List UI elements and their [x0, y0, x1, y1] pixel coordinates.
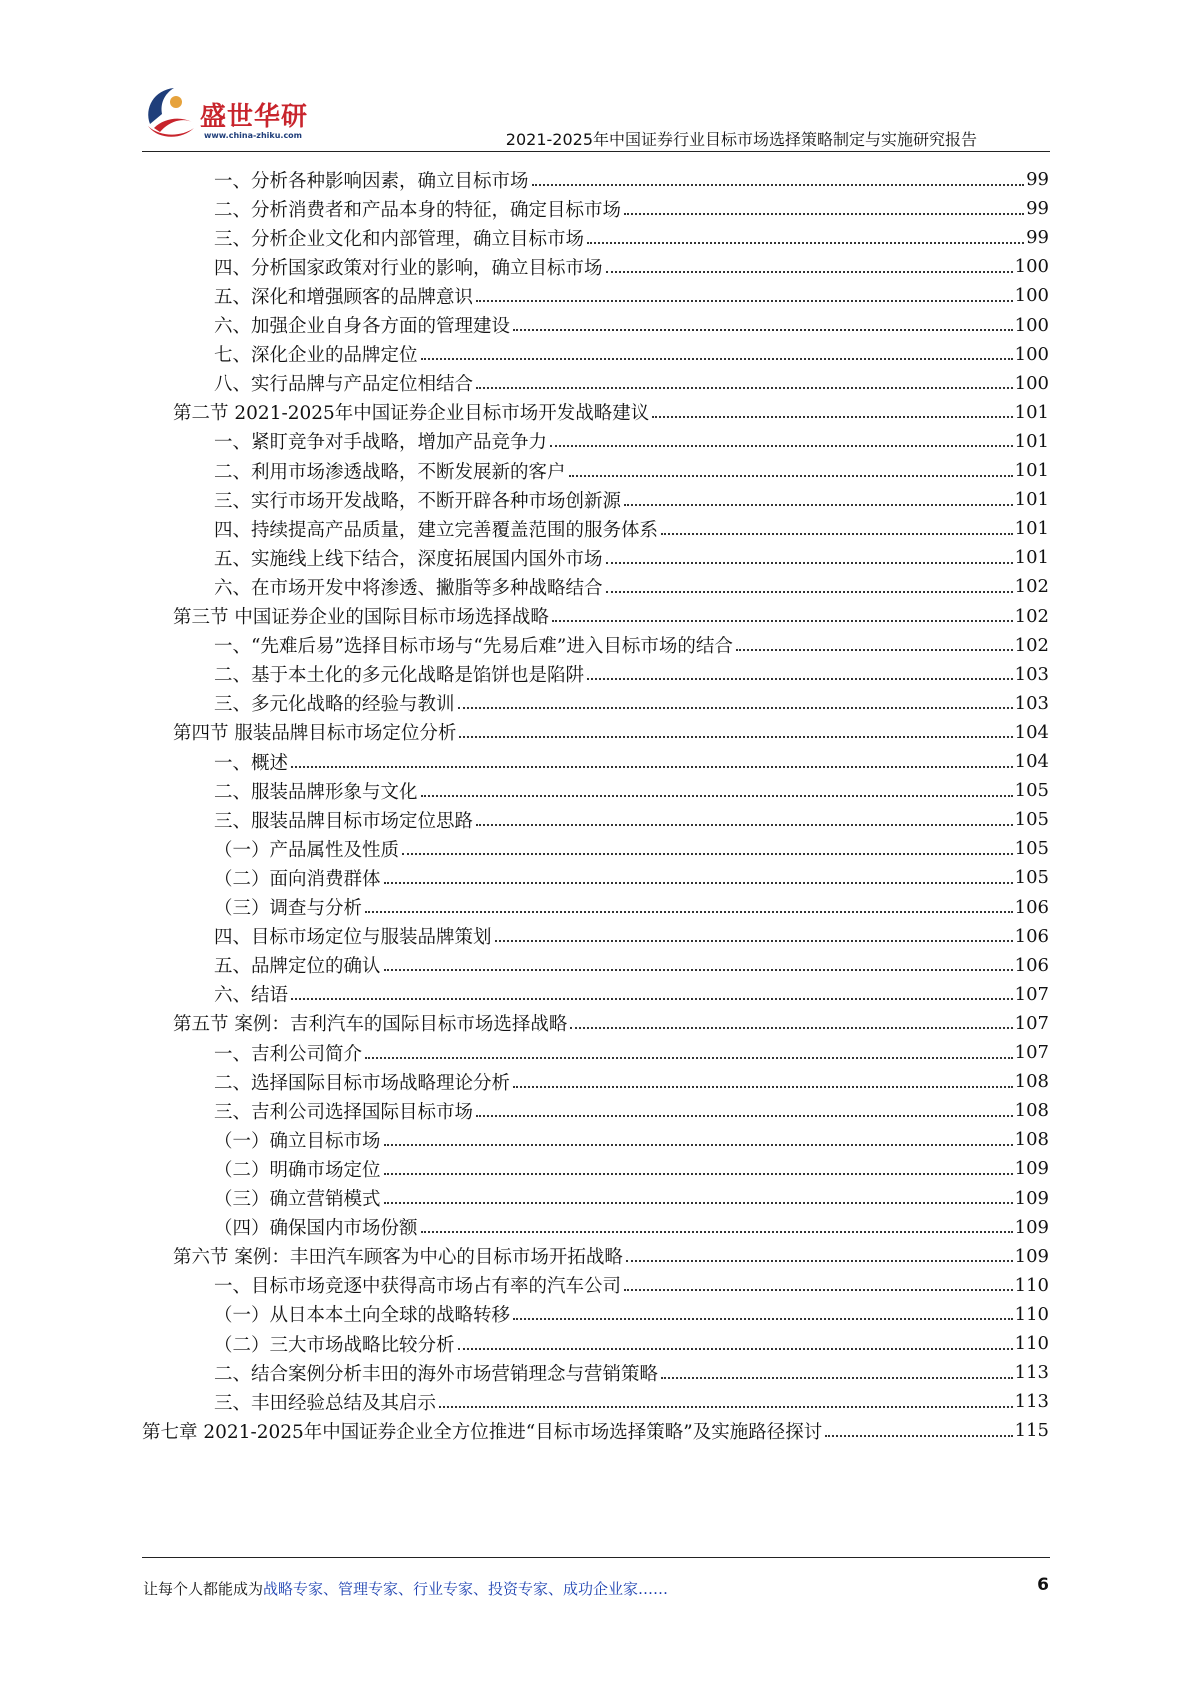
toc-entry-page: 100: [1014, 314, 1049, 336]
toc-entry[interactable]: [214, 368, 1049, 399]
toc-entry[interactable]: [214, 484, 1049, 515]
toc-dot-leader: [384, 1173, 1013, 1175]
toc-entry-title: 第六节 案例：丰田汽车顾客为中心的目标市场开拓战略: [173, 1247, 623, 1269]
toc-entry[interactable]: [214, 979, 1049, 1010]
toc-dot-leader: [402, 853, 1013, 855]
toc-entry-title: 五、品牌定位的确认: [214, 956, 381, 978]
toc-dot-leader: [513, 329, 1013, 331]
toc-dot-leader: [384, 1144, 1013, 1146]
toc-dot-leader: [626, 1260, 1013, 1262]
toc-entry-page: 99: [1026, 227, 1049, 249]
toc-entry-page: 113: [1014, 1362, 1049, 1384]
toc-entry-page: 106: [1014, 954, 1049, 976]
toc-entry[interactable]: [214, 862, 1049, 893]
toc-dot-leader: [495, 940, 1013, 942]
toc-entry-page: 113: [1014, 1391, 1049, 1413]
toc-entry-title: 六、在市场开发中将渗透、撇脂等多种战略结合: [214, 577, 603, 599]
toc-entry-title: 一、吉利公司简介: [214, 1043, 363, 1065]
toc-entry-page: 110: [1014, 1333, 1049, 1354]
toc-dot-leader: [476, 387, 1013, 389]
toc-dot-leader: [661, 1377, 1013, 1379]
toc-entry-title: 二、利用市场渗透战略，不断发展新的客户: [214, 461, 566, 483]
toc-dot-leader: [421, 1231, 1013, 1233]
toc-entry-title: 一、目标市场竞逐中获得高市场占有率的汽车公司: [214, 1276, 622, 1298]
toc-entry[interactable]: [214, 1270, 1049, 1301]
toc-entry-title: 八、实行品牌与产品定位相结合: [214, 374, 474, 396]
toc-dot-leader: [291, 998, 1013, 1000]
toc-dot-leader: [384, 1202, 1013, 1204]
toc-entry-title: 二、结合案例分析丰田的海外市场营销理念与营销策略: [214, 1363, 659, 1385]
toc-dot-leader: [606, 562, 1013, 564]
toc-entry-page: 107: [1014, 983, 1049, 1005]
toc-entry-page: 110: [1014, 1274, 1049, 1296]
toc-dot-leader: [587, 242, 1024, 244]
toc-entry-page: 101: [1014, 489, 1049, 511]
toc-entry-title: 五、深化和增强顾客的品牌意识: [214, 286, 474, 308]
toc-entry-title: （一）产品属性及性质: [214, 839, 400, 861]
footer-slogan-highlight: 战略专家、管理专家、行业专家、投资专家、成功企业家……: [263, 1580, 669, 1598]
toc-dot-leader: [606, 271, 1013, 273]
toc-entry[interactable]: [214, 950, 1049, 981]
toc-entry[interactable]: [214, 1299, 1049, 1330]
footer-slogan: [143, 1578, 668, 1599]
toc-entry[interactable]: [214, 222, 1049, 253]
toc-entry[interactable]: [214, 804, 1049, 835]
toc-entry-page: 105: [1014, 780, 1049, 802]
toc-entry-title: （一）从日本本土向全球的战略转移: [214, 1305, 511, 1327]
toc-dot-leader: [365, 911, 1013, 913]
toc-entry-title: 二、基于本土化的多元化战略是馅饼也是陷阱: [214, 665, 585, 687]
toc-entry-title: 一、概述: [214, 752, 289, 774]
toc-entry-page: 100: [1014, 372, 1049, 394]
toc-entry-title: （一）确立目标市场: [214, 1130, 381, 1152]
toc-entry[interactable]: [214, 339, 1049, 370]
toc-dot-leader: [736, 649, 1013, 651]
toc-entry-page: 101: [1014, 430, 1049, 452]
toc-entry-page: 101: [1014, 401, 1049, 423]
toc-entry-title: 三、吉利公司选择国际目标市场: [214, 1101, 474, 1123]
toc-dot-leader: [570, 1027, 1012, 1029]
toc-entry-title: 第四节 服装品牌目标市场定位分析: [173, 723, 457, 745]
toc-dot-leader: [384, 882, 1013, 884]
toc-entry-page: 106: [1014, 925, 1049, 947]
toc-entry-page: 105: [1014, 867, 1049, 889]
toc-dot-leader: [384, 969, 1013, 971]
toc-entry[interactable]: [173, 717, 1049, 748]
toc-dot-leader: [552, 620, 1013, 622]
toc-entry[interactable]: [214, 892, 1049, 923]
toc-entry-page: 110: [1014, 1303, 1049, 1325]
toc-entry[interactable]: [214, 1124, 1049, 1155]
toc-dot-leader: [458, 707, 1013, 709]
toc-entry-page: 105: [1014, 838, 1049, 860]
toc-dot-leader: [476, 1115, 1013, 1117]
toc-dot-leader: [624, 213, 1024, 215]
toc-entry-title: 第五节 案例：吉利汽车的国际目标市场选择战略: [173, 1014, 568, 1036]
toc-entry-title: 第七章 2021-2025年中国证券企业全方位推进“目标市场选择策略”及实施路径探讨: [142, 1421, 823, 1443]
toc-entry-title: （二）三大市场战略比较分析: [214, 1334, 455, 1356]
toc-dot-leader: [476, 824, 1013, 826]
toc-entry-page: 109: [1014, 1158, 1049, 1180]
toc-entry-page: 99: [1026, 198, 1049, 220]
toc-entry-page: 108: [1014, 1129, 1049, 1151]
toc-entry[interactable]: [214, 1386, 1049, 1417]
toc-entry[interactable]: [214, 193, 1049, 224]
toc-dot-leader: [513, 1086, 1013, 1088]
toc-entry[interactable]: [214, 688, 1049, 719]
toc-entry-title: 五、实施线上线下结合，深度拓展国内国外市场: [214, 548, 603, 570]
toc-entry-page: 100: [1014, 256, 1049, 278]
logo-url: www.china-zhiku.com: [204, 131, 303, 140]
toc-entry-page: 100: [1014, 343, 1049, 365]
toc-entry-title: 第三节 中国证券企业的国际目标市场选择战略: [173, 607, 549, 628]
toc-entry-page: 108: [1014, 1071, 1049, 1093]
toc-entry-page: 107: [1014, 1012, 1049, 1034]
toc-dot-leader: [550, 445, 1013, 447]
toc-entry-page: 101: [1014, 518, 1049, 540]
toc-entry-page: 109: [1014, 1187, 1049, 1209]
toc-dot-leader: [291, 766, 1013, 768]
toc-entry[interactable]: [214, 164, 1049, 195]
toc-entry-title: 二、服装品牌形象与文化: [214, 781, 418, 803]
toc-entry-title: 三、多元化战略的经验与教训: [214, 694, 455, 716]
toc-entry-title: 六、结语: [214, 985, 289, 1007]
toc-entry-title: 第二节 2021-2025年中国证券企业目标市场开发战略建议: [173, 403, 650, 425]
toc-entry[interactable]: [173, 397, 1049, 428]
toc-dot-leader: [365, 1057, 1013, 1059]
toc-entry[interactable]: [214, 571, 1049, 602]
toc-entry[interactable]: [173, 1241, 1049, 1272]
toc-entry[interactable]: [214, 630, 1049, 661]
toc-entry[interactable]: [214, 659, 1049, 690]
page-number: 6: [1037, 1575, 1049, 1595]
toc-entry-title: 三、实行市场开发战略，不断开辟各种市场创新源: [214, 490, 622, 512]
toc-entry[interactable]: [173, 1008, 1049, 1039]
company-logo: [140, 78, 310, 150]
toc-entry-title: （二）明确市场定位: [214, 1159, 381, 1181]
toc-dot-leader: [661, 533, 1013, 535]
toc-entry[interactable]: [214, 1066, 1049, 1097]
toc-entry-title: 一、紧盯竞争对手战略，增加产品竞争力: [214, 432, 548, 454]
toc-entry-title: 六、加强企业自身各方面的管理建设: [214, 316, 511, 337]
toc-entry-title: 四、目标市场定位与服装品牌策划: [214, 927, 492, 949]
toc-entry-title: 一、分析各种影响因素，确立目标市场: [214, 170, 529, 192]
toc-entry-title: 七、深化企业的品牌定位: [214, 345, 418, 367]
toc-entry-page: 103: [1014, 692, 1049, 714]
toc-entry[interactable]: [214, 426, 1049, 457]
toc-dot-leader: [513, 1318, 1013, 1320]
toc-entry-page: 109: [1014, 1245, 1049, 1267]
toc-entry-page: 99: [1026, 169, 1049, 190]
toc-entry[interactable]: [142, 1415, 1049, 1446]
toc-entry[interactable]: [214, 310, 1049, 341]
toc-entry-page: 104: [1014, 751, 1049, 772]
toc-entry-title: 四、持续提高产品质量，建立完善覆盖范围的服务体系: [214, 519, 659, 541]
header-divider: [142, 151, 1050, 152]
toc-dot-leader: [476, 300, 1013, 302]
toc-dot-leader: [624, 504, 1013, 506]
toc-entry-page: 102: [1014, 634, 1049, 656]
toc-entry-page: 104: [1014, 721, 1049, 743]
toc-dot-leader: [439, 1406, 1013, 1408]
page-header: [0, 0, 1191, 160]
toc-dot-leader: [459, 736, 1012, 738]
toc-entry-title: 三、服装品牌目标市场定位思路: [214, 810, 474, 832]
toc-entry-title: 三、分析企业文化和内部管理，确立目标市场: [214, 228, 585, 250]
toc-entry[interactable]: [214, 1095, 1049, 1126]
toc-entry-title: （三）确立营销模式: [214, 1189, 381, 1210]
toc-entry[interactable]: [173, 601, 1049, 632]
toc-entry[interactable]: [214, 921, 1049, 952]
toc-entry[interactable]: [214, 1357, 1049, 1388]
toc-entry-title: 二、选择国际目标市场战略理论分析: [214, 1072, 511, 1094]
toc-dot-leader: [652, 416, 1012, 418]
toc-entry[interactable]: [214, 280, 1049, 311]
toc-entry-page: 108: [1014, 1100, 1049, 1122]
toc-entry-page: 106: [1014, 896, 1049, 918]
toc-entry-page: 109: [1014, 1216, 1049, 1238]
toc-entry-page: 101: [1014, 460, 1049, 481]
toc-entry-page: 105: [1014, 809, 1049, 831]
toc-entry[interactable]: [214, 542, 1049, 573]
toc-entry[interactable]: [214, 251, 1049, 282]
toc-dot-leader: [606, 591, 1013, 593]
toc-entry-title: 三、丰田经验总结及其启示: [214, 1392, 437, 1414]
toc-entry[interactable]: [214, 775, 1049, 806]
toc-entry[interactable]: [214, 1328, 1049, 1359]
toc-dot-leader: [458, 1348, 1013, 1350]
toc-entry[interactable]: [214, 746, 1049, 777]
toc-entry-title: （四）确保国内市场份额: [214, 1218, 418, 1240]
footer-slogan-prefix: 让每个人都能成为: [143, 1580, 264, 1598]
toc-entry[interactable]: [214, 1153, 1049, 1184]
toc-entry-title: （二）面向消费群体: [214, 868, 381, 890]
footer-divider: [142, 1557, 1050, 1558]
toc-entry[interactable]: [214, 1212, 1049, 1243]
toc-entry-title: 二、分析消费者和产品本身的特征，确定目标市场: [214, 199, 622, 221]
toc-dot-leader: [421, 795, 1013, 797]
toc-dot-leader: [421, 358, 1013, 360]
toc-entry[interactable]: [214, 455, 1049, 486]
toc-entry-title: 四、分析国家政策对行业的影响，确立目标市场: [214, 257, 603, 279]
toc-entry[interactable]: [214, 1037, 1049, 1068]
toc-dot-leader: [569, 475, 1013, 477]
toc-dot-leader: [587, 678, 1013, 680]
logo-name: 盛世华研: [200, 102, 309, 132]
toc-entry[interactable]: [214, 513, 1049, 544]
toc-entry[interactable]: [214, 1183, 1049, 1214]
toc-entry[interactable]: [214, 833, 1049, 864]
toc-entry-page: 100: [1014, 285, 1049, 307]
toc-entry-page: 101: [1014, 547, 1049, 569]
toc-dot-leader: [624, 1289, 1013, 1291]
toc-entry-page: 107: [1014, 1042, 1049, 1063]
toc-entry-page: 115: [1014, 1420, 1049, 1442]
toc-dot-leader: [532, 184, 1025, 186]
toc-entry-page: 103: [1014, 663, 1049, 685]
report-title: 2021-2025年中国证券行业目标市场选择策略制定与实施研究报告: [505, 130, 977, 149]
toc-dot-leader: [825, 1435, 1012, 1437]
toc-entry-page: 102: [1014, 605, 1049, 627]
toc-entry-page: 102: [1014, 576, 1049, 598]
toc-entry-title: （三）调查与分析: [214, 898, 363, 919]
toc-entry-title: 一、“先难后易”选择目标市场与“先易后难”进入目标市场的结合: [214, 636, 733, 658]
logo-emblem-icon: [140, 78, 202, 140]
